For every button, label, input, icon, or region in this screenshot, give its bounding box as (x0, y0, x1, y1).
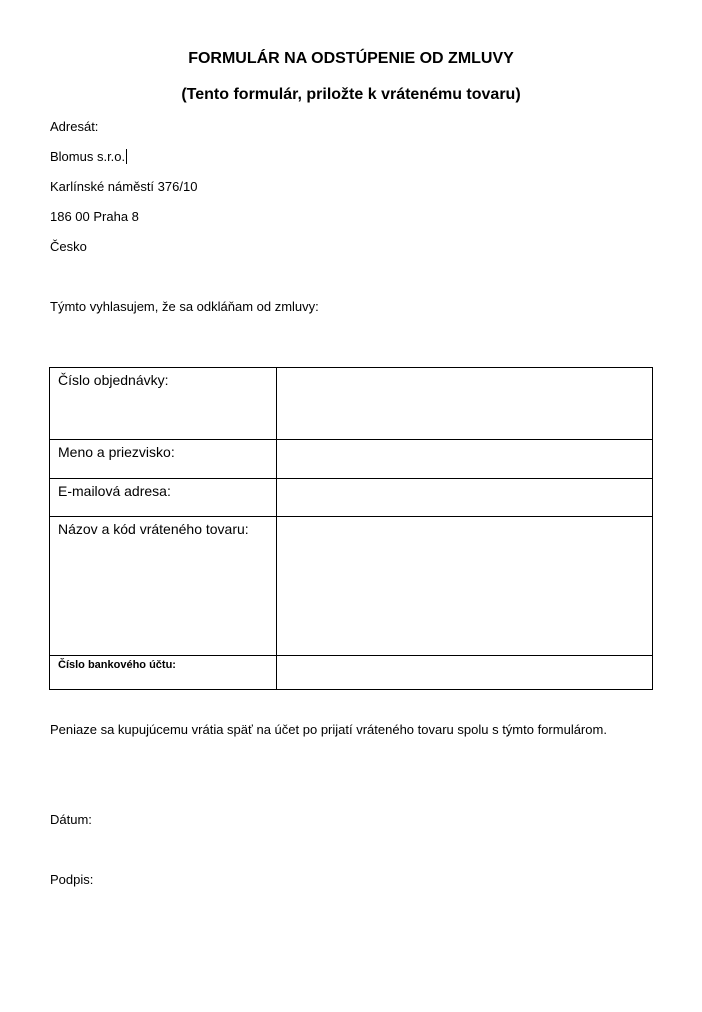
addressee-company: Blomus s.r.o. (50, 149, 126, 164)
addressee-city: 186 00 Praha 8 (50, 209, 139, 224)
bank-account-field[interactable] (277, 656, 653, 690)
document-title: FORMULÁR NA ODSTÚPENIE OD ZMLUVY (188, 50, 514, 67)
table-row (50, 368, 653, 440)
order-number-label: Číslo objednávky: (50, 368, 277, 440)
document-subtitle: (Tento formulár, priložte k vrátenému tovaru) (181, 86, 521, 103)
date-label: Dátum: (50, 812, 92, 827)
table-row (50, 656, 653, 690)
refund-note: Peniaze sa kupujúcemu vrátia späť na účet po prijatí vráteného tovaru spolu s týmto formulárom. (50, 722, 607, 737)
email-field[interactable] (277, 479, 653, 517)
bank-account-label: Číslo bankového účtu: (50, 656, 277, 690)
addressee-street: Karlínské náměstí 376/10 (50, 179, 198, 194)
addressee-company-line[interactable] (50, 149, 127, 164)
table-row (50, 517, 653, 656)
product-name-code-field[interactable] (277, 517, 653, 656)
product-name-code-label: Názov a kód vráteného tovaru: (50, 517, 277, 656)
declaration-text: Týmto vyhlasujem, že sa odkláňam od zmluvy: (50, 299, 319, 314)
table-row (50, 440, 653, 479)
addressee-country: Česko (50, 239, 87, 254)
text-cursor (126, 149, 127, 164)
withdrawal-form-table (49, 367, 653, 690)
full-name-field[interactable] (277, 440, 653, 479)
table-row (50, 479, 653, 517)
signature-label: Podpis: (50, 872, 94, 887)
addressee-label: Adresát: (50, 119, 99, 134)
email-label: E-mailová adresa: (50, 479, 277, 517)
order-number-field[interactable] (277, 368, 653, 440)
full-name-label: Meno a priezvisko: (50, 440, 277, 479)
